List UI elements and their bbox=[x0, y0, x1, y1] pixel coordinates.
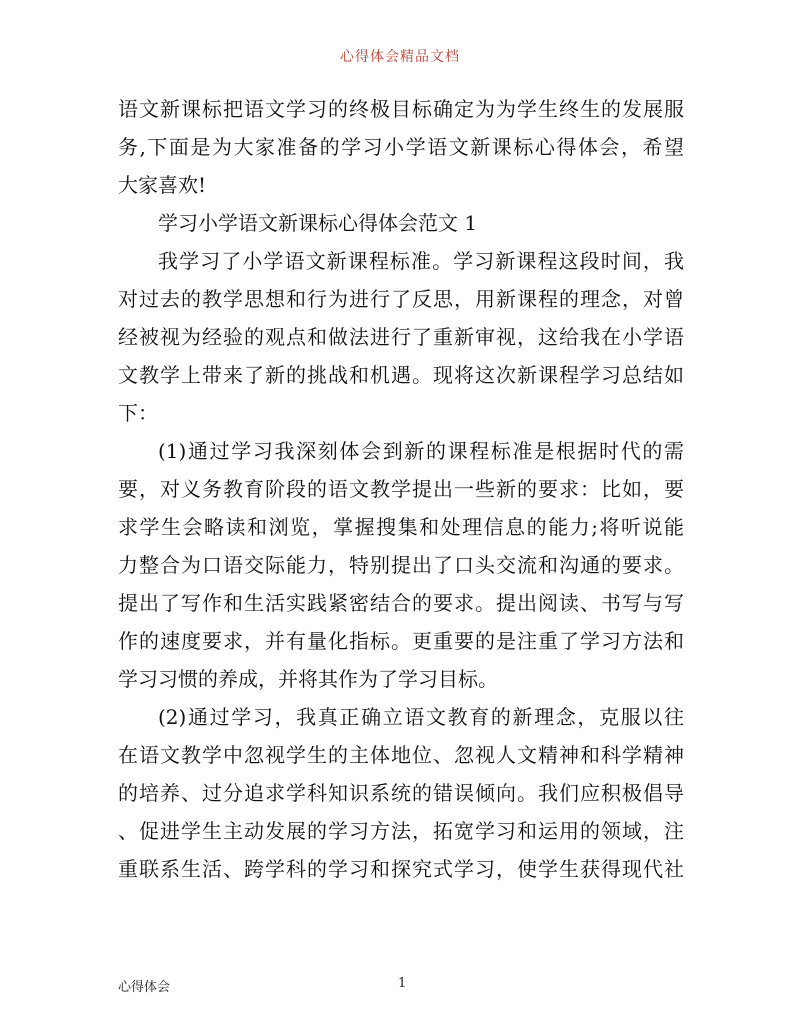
text-line: 重联系生活、跨学科的学习和探究式学习，使学生获得现代社 bbox=[118, 857, 684, 881]
text-line: (2)通过学习，我真正确立语文教育的新理念，克服以往 bbox=[158, 705, 684, 729]
text-line: 在语文教学中忽视学生的主体地位、忽视人文精神和科学精神 bbox=[118, 743, 684, 767]
text-line: 务,下面是为大家准备的学习小学语文新课标心得体会，希望 bbox=[118, 135, 684, 159]
footer-label: 心得体会 bbox=[118, 980, 171, 995]
text-line: 大家喜欢! bbox=[118, 173, 207, 197]
text-line: 我学习了小学语文新课程标准。学习新课程这段时间，我 bbox=[158, 249, 684, 273]
section-title: 学习小学语文新课标心得体会范文 1 bbox=[158, 211, 478, 235]
text-line: 经被视为经验的观点和做法进行了重新审视，这给我在小学语 bbox=[118, 325, 684, 349]
page-number: 1 bbox=[398, 976, 407, 991]
text-line: 的培养、过分追求学科知识系统的错误倾向。我们应积极倡导 bbox=[118, 781, 684, 805]
text-line: 下： bbox=[118, 401, 158, 425]
text-line: 作的速度要求，并有量化指标。更重要的是注重了学习方法和 bbox=[118, 629, 684, 653]
page-header-title: 心得体会精品文档 bbox=[340, 49, 460, 65]
text-line: (1)通过学习我深刻体会到新的课程标准是根据时代的需 bbox=[158, 439, 684, 463]
document-body bbox=[118, 90, 684, 888]
text-line: 学习习惯的养成，并将其作为了学习目标。 bbox=[118, 667, 498, 691]
text-line: 要，对义务教育阶段的语文教学提出一些新的要求：比如，要 bbox=[118, 477, 684, 501]
text-line: 力整合为口语交际能力，特别提出了口头交流和沟通的要求。 bbox=[118, 553, 684, 577]
text-line: 文教学上带来了新的挑战和机遇。现将这次新课程学习总结如 bbox=[118, 363, 684, 387]
text-line: 求学生会略读和浏览，掌握搜集和处理信息的能力;将听说能 bbox=[118, 515, 684, 539]
text-line: 、促进学生主动发展的学习方法，拓宽学习和运用的领域，注 bbox=[118, 819, 684, 843]
text-line: 语文新课标把语文学习的终极目标确定为为学生终生的发展服 bbox=[118, 97, 684, 121]
text-line: 对过去的教学思想和行为进行了反思，用新课程的理念，对曾 bbox=[118, 287, 684, 311]
text-line: 提出了写作和生活实践紧密结合的要求。提出阅读、书写与写 bbox=[118, 591, 684, 615]
